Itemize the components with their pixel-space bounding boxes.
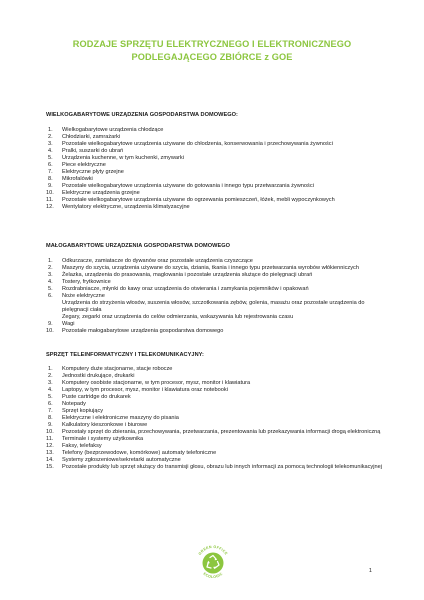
list-item-number: 6.: [48, 293, 53, 299]
list-item-text: Pozostałe wielkogabarytowe urządzenia używane do gotowania i innego typu przetwarzania żywności: [62, 183, 314, 189]
list-item-text: Puste cartridge do drukarek: [62, 394, 131, 400]
list-item-number: 12.: [46, 204, 54, 210]
list-item-number: 4.: [48, 387, 53, 393]
list-item: [46, 258, 386, 265]
list-item-text: Systemy zgłoszeniowe/sekretarki automatyczne: [62, 457, 181, 463]
list-item-number: 15.: [46, 464, 54, 470]
list-item: [46, 457, 386, 464]
list-item-number: 7.: [48, 169, 53, 175]
list-item: [46, 162, 386, 169]
list-item-number: 13.: [46, 450, 54, 456]
page-number: 1: [368, 568, 372, 574]
list-item: [46, 286, 386, 293]
list-item-text: Terminale i systemy użytkownika: [62, 436, 144, 442]
green-office-ecologic-logo: [192, 542, 234, 584]
list-item: [46, 373, 386, 380]
list-item-number: 11.: [46, 197, 54, 203]
list-item-text: Elektryczne i elektroniczne maszyny do pisania: [62, 415, 179, 421]
list-item-text: Pozostałe małogabarytowe urządzenia gospodarstwa domowego: [62, 328, 224, 334]
list-item-number: 5.: [48, 394, 53, 400]
list-item-unnumbered: Urządzenia do strzyżenia włosów, suszenia włosów, szczotkowania zębów, golenia, masażu oraz pozostałe urządzenia do pielęgnacji ciała: [62, 300, 365, 313]
list-item-number: 10.: [46, 429, 54, 435]
list-item-text: Wentylatory elektryczne, urządzenia klimatyzacyjne: [62, 204, 190, 210]
list-large-appliances: [46, 127, 386, 211]
list-item-number: 2.: [48, 134, 53, 140]
list-item-number: 14.: [46, 457, 54, 463]
list-item-number: 12.: [46, 443, 54, 449]
list-it-telecom: [46, 366, 386, 471]
list-item-number: 9.: [48, 183, 53, 189]
list-item-text: Wielkogabarytowe urządzenia chłodzące: [62, 127, 164, 133]
list-item: [46, 464, 386, 471]
list-item-number: 8.: [48, 415, 53, 421]
list-item-number: 5.: [48, 286, 53, 292]
list-item-text: Elektryczne urządzenia grzejne: [62, 190, 140, 196]
logo-bottom-text: ECOLOGIC: [202, 571, 224, 580]
title-line-1: RODZAJE SPRZĘTU ELEKTRYCZNEGO I ELEKTRONICZNEGO: [72, 39, 352, 49]
list-item: [46, 408, 386, 415]
list-item-text: Jednostki drukujące, drukarki: [62, 373, 135, 379]
list-item: [46, 134, 386, 141]
list-item-number: 9.: [48, 321, 53, 327]
list-item-text: Sprzęt kopiujący: [62, 408, 104, 414]
list-item: [46, 429, 386, 436]
list-item: [46, 450, 386, 457]
title-line-2: PODLEGAJĄCEGO ZBIÓRCE z GOE: [131, 52, 293, 62]
list-item: [46, 155, 386, 162]
section-heading-it-telecom: SPRZĘT TELEINFORMATYCZNY I TELEKOMUNIKACYJNY:: [46, 352, 204, 358]
list-item-number: 6.: [48, 162, 53, 168]
list-item: [46, 328, 386, 335]
list-item-number: 4.: [48, 148, 53, 154]
list-item-text: Chłodziarki, zamrażarki: [62, 134, 121, 140]
list-item-text: Pozostałe wielkogabarytowe urządzenia używane do chłodzenia, konserwowania i przechowywania żywności: [62, 141, 333, 147]
list-item: [46, 265, 386, 272]
list-item-number: 1.: [48, 366, 53, 372]
list-item: [46, 443, 386, 450]
list-item-number: 10.: [46, 328, 54, 334]
list-item-number: 3.: [48, 380, 53, 386]
list-item-text: Tostery, frytkownice: [62, 279, 111, 285]
list-item-number: 2.: [48, 373, 53, 379]
list-item-number: 7.: [48, 408, 53, 414]
list-item: [46, 148, 386, 155]
list-item: [46, 176, 386, 183]
list-item: [46, 321, 386, 328]
list-item: [46, 141, 386, 148]
list-item-number: 5.: [48, 155, 53, 161]
list-item: [46, 279, 386, 286]
list-item-text: Kalkulatory kieszonkowe i biurowe: [62, 422, 148, 428]
list-item-text: Komputery duże stacjonarne, stacje robocze: [62, 366, 173, 372]
document-title: [40, 38, 384, 64]
list-item: [46, 197, 386, 204]
list-item-number: 1.: [48, 258, 53, 264]
list-item: [46, 387, 386, 394]
list-item: [46, 380, 386, 387]
list-item-text: Noże elektryczne: [62, 293, 105, 299]
list-item-text: Urządzenia kuchenne, w tym kuchenki, zmywarki: [62, 155, 184, 161]
list-item: [46, 293, 386, 300]
list-item-text: Faksy, telefaksy: [62, 443, 102, 449]
list-item: [46, 169, 386, 176]
list-item: [46, 422, 386, 429]
list-item-text: Elektryczne płyty grzejne: [62, 169, 124, 175]
logo-top-text: GREEN OFFICE: [197, 544, 229, 556]
list-item-number: 10.: [46, 190, 54, 196]
list-item: [46, 272, 386, 279]
list-item-text: Laptopy, w tym procesor, mysz, monitor i klawiatura oraz notebooki: [62, 387, 228, 393]
list-item-number: 2.: [48, 265, 53, 271]
list-item-text: Pozostałe wielkogabarytowe urządzenia używane do ogrzewania pomieszczeń, łóżek, mebli wypoczynkowych: [62, 197, 335, 203]
list-item-number: 3.: [48, 272, 53, 278]
list-item: [46, 394, 386, 401]
list-item-text: Komputery osobiste stacjonarne, w tym procesor, mysz, monitor i klawiatura: [62, 380, 251, 386]
list-item-text: Mikrofalówki: [62, 176, 93, 182]
section-heading-small-appliances: MAŁOGABARYTOWE URZĄDZENIA GOSPODARSTWA DOMOWEGO: [46, 243, 231, 249]
list-item-unnumbered: Zegary, zegarki oraz urządzenia do celów odmierzania, wskazywania lub rejestrowania czasu: [62, 314, 294, 320]
list-item-text: Wagi: [62, 321, 75, 327]
list-item-number: 3.: [48, 141, 53, 147]
list-item-number: 11.: [46, 436, 54, 442]
list-small-appliances: [46, 258, 386, 335]
list-item-text: Pralki, suszarki do ubrań: [62, 148, 124, 154]
list-item-text: Rozdrabniacze, młynki do kawy oraz urządzenia do otwierania i zamykania pojemników i opakowań: [62, 286, 309, 292]
list-item-number: 9.: [48, 422, 53, 428]
section-heading-large-appliances: WIELKOGABARYTOWE URZĄDZENIA GOSPODARSTWA DOMOWEGO:: [46, 112, 238, 118]
list-item: [46, 415, 386, 422]
list-item-number: 6.: [48, 401, 53, 407]
list-item: [46, 190, 386, 197]
list-item-text: Notepady: [62, 401, 86, 407]
list-item: [46, 183, 386, 190]
list-item-text: Pozostały sprzęt do zbierania, przechowywania, przetwarzania, prezentowania lub przekazywania informacji drogą elektroniczną: [62, 429, 381, 435]
list-item: [46, 401, 386, 408]
list-item: [46, 436, 386, 443]
list-item-text: Pozostałe produkty lub sprzęt służący do transmisji głosu, obrazu lub innych informacji za pomocą technologii telekomunikacyjnej: [62, 464, 382, 470]
list-item-number: 8.: [48, 176, 53, 182]
list-item-number: 1.: [48, 127, 53, 133]
list-item: [46, 127, 386, 134]
list-item: [46, 204, 386, 211]
list-item-text: Żelazka, urządzenia do prasowania, maglowania i pozostałe urządzenia służące do pielęgnacji ubrań: [62, 272, 313, 278]
list-item-text: Piece elektryczne: [62, 162, 106, 168]
list-item-number: 4.: [48, 279, 53, 285]
list-item-text: Odkurzacze, zamiatacze do dywanów oraz pozostałe urządzenia czyszczące: [62, 258, 253, 264]
list-item-text: Maszyny do szycia, urządzenia używane do szycia, dziania, tkania i innego typu przetwarzania wyrobów włókienniczych: [62, 265, 359, 271]
list-item-text: Telefony (bezprzewodowe, komórkowe) automaty telefoniczne: [62, 450, 217, 456]
list-item: [46, 366, 386, 373]
